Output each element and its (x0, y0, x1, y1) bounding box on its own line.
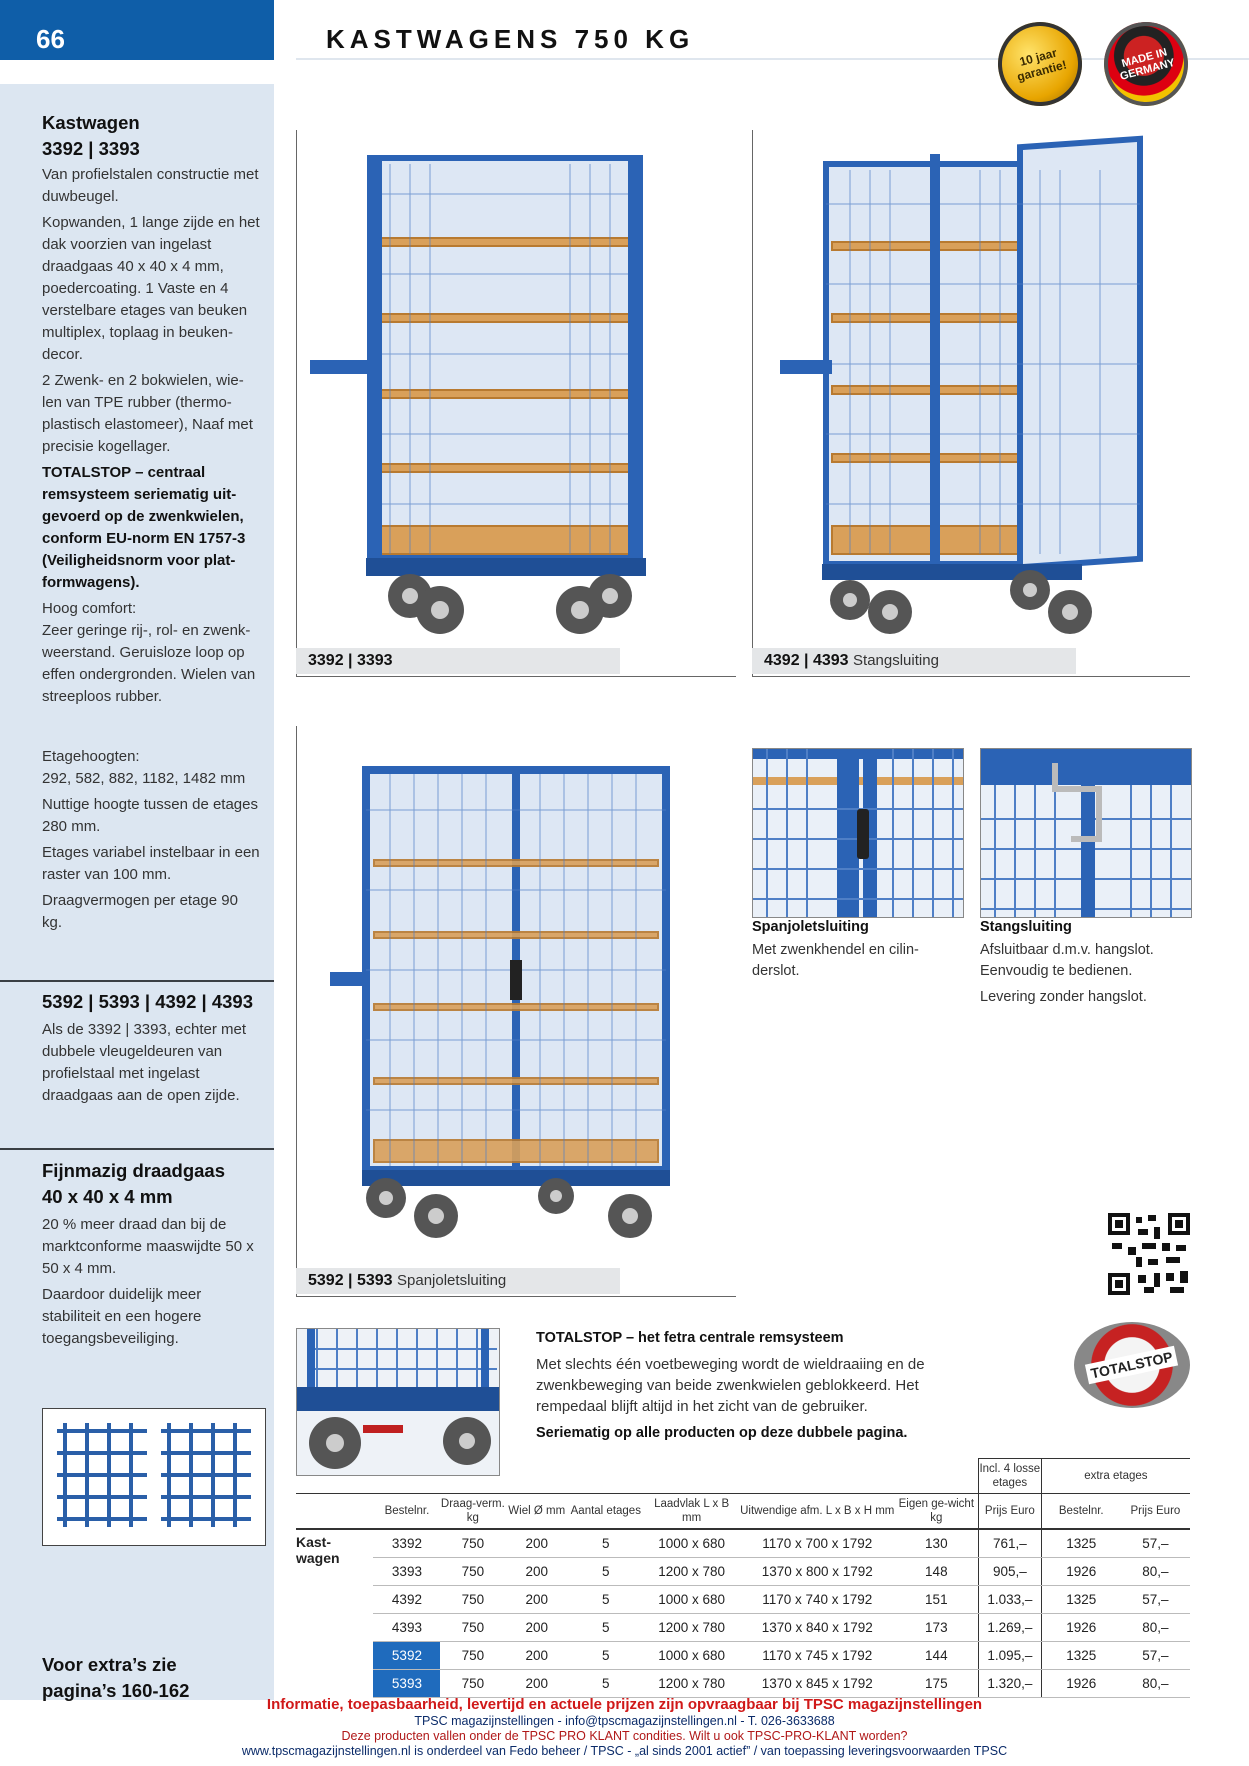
cell: 1370 x 840 x 1792 (740, 1614, 895, 1642)
cell: 5 (568, 1586, 643, 1614)
cell: 130 (895, 1529, 979, 1558)
table-header-row (296, 1494, 1190, 1530)
sidebar-divider (0, 980, 274, 982)
wheel-brake-illustration (297, 1329, 499, 1475)
cell: 200 (505, 1642, 568, 1670)
totalstop-title: TOTALSTOP – het fetra centrale remsysteem (536, 1330, 844, 1346)
paragraph: 20 % meer draad dan bij de marktconforme maaswijdte 50 x 50 x 4 mm. (42, 1216, 254, 1277)
cell: 1200 x 780 (643, 1558, 739, 1586)
detail-note: Levering zonder hangslot. (980, 989, 1147, 1005)
col-header: Prijs Euro (978, 1494, 1041, 1530)
cell: 1926 (1041, 1670, 1121, 1698)
cell: 750 (440, 1670, 505, 1698)
cell: 175 (895, 1670, 979, 1698)
cell: 200 (505, 1586, 568, 1614)
photo-caption-5392 (296, 1268, 620, 1294)
paragraph-label: Hoog comfort: (42, 600, 137, 617)
cell-order-no-highlighted: 5393 (373, 1670, 440, 1698)
cell: 5 (568, 1614, 643, 1642)
cell-price: 1.269,– (978, 1614, 1041, 1642)
col-header: Draag-verm. kg (440, 1494, 505, 1530)
cell: 750 (440, 1642, 505, 1670)
spanjolet-lock-illustration (753, 749, 963, 917)
page-title: KASTWAGENS 750 KG (326, 24, 695, 54)
cell: 5 (568, 1558, 643, 1586)
section-title: 5392 | 5393 | 4392 | 4393 (42, 991, 253, 1012)
caption-subtitle: Spanjoletsluiting (397, 1272, 507, 1289)
product-photo-3392 (310, 134, 710, 644)
caption-underline (752, 676, 1190, 677)
cell: 750 (440, 1586, 505, 1614)
paragraph-label: Etagehoogten: (42, 748, 140, 765)
cell-order-no-highlighted: 5392 (373, 1642, 440, 1670)
detail-title: Stangsluiting (980, 919, 1072, 935)
photo-frame-line (296, 726, 297, 1296)
cell-price: 905,– (978, 1558, 1041, 1586)
cell: 200 (505, 1670, 568, 1698)
price-table (296, 1458, 1190, 1698)
cell: 1370 x 800 x 1792 (740, 1558, 895, 1586)
totalstop-text (536, 1330, 986, 1441)
cell: 750 (440, 1614, 505, 1642)
totalstop-logo (1074, 1322, 1190, 1408)
footer (0, 1696, 1249, 1766)
table-row (296, 1642, 1190, 1670)
caption-subtitle: Stangsluiting (853, 652, 939, 669)
totalstop-description: Met slechts één voetbeweging wordt de wieldraaiing en de zwenkbeweging van beide zwenkwielen geblokkeerd. Het rempedaal blijft altijd in het zicht van de gebruiker. (536, 1356, 925, 1415)
footer-line-contact[interactable]: TPSC magazijnstellingen - info@tpscmagazijnstellingen.nl - T. 026-3633688 (414, 1714, 835, 1728)
photo-caption-4392 (752, 648, 1076, 674)
caption-number: 5392 | 5393 (308, 1272, 393, 1289)
cell-price: 57,– (1121, 1529, 1190, 1558)
col-header: Bestelnr. (1041, 1494, 1121, 1530)
wire-mesh-illustration (43, 1409, 265, 1545)
cell: 750 (440, 1529, 505, 1558)
col-header: Wiel Ø mm (505, 1494, 568, 1530)
made-in-germany-badge: MADE IN GERMANY (1095, 13, 1198, 116)
table-group-header (296, 1459, 1190, 1494)
qr-code[interactable] (1108, 1213, 1190, 1295)
stang-lock-illustration (981, 749, 1191, 917)
detail-photo-stang (980, 748, 1192, 918)
cell: 1000 x 680 (643, 1529, 739, 1558)
section-subtitle: 3392 | 3393 (42, 138, 140, 159)
cell: 5 (568, 1529, 643, 1558)
caption-underline (296, 676, 736, 677)
cell-price: 1.095,– (978, 1642, 1041, 1670)
footer-line-pro: Deze producten vallen onder de TPSC PRO KLANT condities. Wilt u ook TPSC-PRO-KLANT worden? (341, 1729, 908, 1743)
cell: 1325 (1041, 1586, 1121, 1614)
qr-code-icon (1108, 1213, 1190, 1295)
col-header: Bestelnr. (373, 1494, 440, 1530)
cell-order-no: 4392 (373, 1586, 440, 1614)
col-header: Prijs Euro (1121, 1494, 1190, 1530)
section-subtitle: pagina’s 160-162 (42, 1680, 190, 1701)
paragraph: Van profielstalen constructie met duwbeugel. (42, 166, 259, 205)
cell-order-no: 3393 (373, 1558, 440, 1586)
caption-number: 3392 | 3393 (308, 652, 393, 669)
paragraph: 292, 582, 882, 1182, 1482 mm (42, 770, 246, 787)
page-number: 66 (0, 0, 274, 60)
cell: 1926 (1041, 1558, 1121, 1586)
sidebar-section-variants (42, 989, 262, 1111)
cell: 151 (895, 1586, 979, 1614)
table-row (296, 1558, 1190, 1586)
product-photo-5392 (330, 760, 700, 1260)
group-extra-header: extra etages (1041, 1459, 1190, 1494)
cell: 1926 (1041, 1614, 1121, 1642)
group-incl-header: Incl. 4 losse etages (978, 1459, 1041, 1494)
footer-line-website[interactable]: www.tpscmagazijnstellingen.nl is onderdeel van Fedo beheer / TPSC - „al sinds 2001 actief” / van toepassing leveringsvoorwaarden TPSC (241, 1744, 1008, 1758)
cell: 1170 x 700 x 1792 (740, 1529, 895, 1558)
paragraph: 2 Zwenk- en 2 bokwielen, wie-len van TPE rubber (thermo-plastisch elastomeer), Naaf met precisie kogellager. (42, 372, 253, 455)
cell-order-no: 3392 (373, 1529, 440, 1558)
totalstop-note: Seriematig op alle producten op deze dubbele pagina. (536, 1425, 908, 1441)
paragraph: Draagvermogen per etage 90 kg. (42, 892, 238, 931)
paragraph: Etages variabel instelbaar in een raster van 100 mm. (42, 844, 260, 883)
cell: 148 (895, 1558, 979, 1586)
cell: 1325 (1041, 1642, 1121, 1670)
logo-text: TOTALSTOP (1085, 1346, 1178, 1385)
col-header: Eigen ge-wicht kg (895, 1494, 979, 1530)
product-photo-4392 (780, 134, 1190, 644)
cell: 1200 x 780 (643, 1670, 739, 1698)
cell-price: 1.033,– (978, 1586, 1041, 1614)
table-row (296, 1670, 1190, 1698)
totalstop-photo (296, 1328, 500, 1476)
photo-frame-line (752, 130, 753, 676)
footer-line-info: Informatie, toepasbaarheid, levertijd en actuele prijzen zijn opvraagbaar bij TPSC magazijnstellingen (266, 1696, 983, 1713)
table-row (296, 1529, 1190, 1558)
cell-price: 57,– (1121, 1586, 1190, 1614)
cell: 1000 x 680 (643, 1642, 739, 1670)
section-title: Kastwagen (42, 112, 140, 133)
caption-number: 4392 | 4393 (764, 652, 849, 669)
col-header: Aantal etages (568, 1494, 643, 1530)
cell-price: 57,– (1121, 1642, 1190, 1670)
cell: 5 (568, 1670, 643, 1698)
col-header: Laadvlak L x B mm (643, 1494, 739, 1530)
cart-illustration (310, 134, 710, 644)
cell: 5 (568, 1642, 643, 1670)
table-row (296, 1586, 1190, 1614)
cell: 200 (505, 1529, 568, 1558)
sidebar-section-draadgaas (42, 1158, 262, 1354)
detail-title: Spanjoletsluiting (752, 919, 869, 935)
paragraph: Zeer geringe rij-, rol- en zwenk-weerstand. Geruisloze loop op effen ondergronden. Wielen van streeploos rubber. (42, 622, 256, 705)
cell: 1200 x 780 (643, 1614, 739, 1642)
cell: 200 (505, 1614, 568, 1642)
detail-stang-text (980, 919, 1190, 1008)
cell: 173 (895, 1614, 979, 1642)
cell: 1325 (1041, 1529, 1121, 1558)
detail-photo-spanjolet (752, 748, 964, 918)
mesh-detail-image (42, 1408, 266, 1546)
cell-price: 761,– (978, 1529, 1041, 1558)
cart-illustration (330, 760, 700, 1260)
cell: 750 (440, 1558, 505, 1586)
section-subtitle: 40 x 40 x 4 mm (42, 1186, 173, 1207)
cell: 1170 x 745 x 1792 (740, 1642, 895, 1670)
paragraph: Als de 3392 | 3393, echter met dubbele vleugeldeuren van profielstaal met ingelast draadgaas aan de open zijde. (42, 1021, 247, 1104)
sidebar-section-kastwagen (42, 110, 262, 712)
cell-order-no: 4393 (373, 1614, 440, 1642)
detail-description: Met zwenkhendel en cilin-derslot. (752, 942, 919, 979)
table-row (296, 1614, 1190, 1642)
detail-description: Afsluitbaar d.m.v. hangslot. Eenvoudig te bedienen. (980, 942, 1154, 979)
paragraph: Kopwanden, 1 lange zijde en het dak voorzien van ingelast draadgaas 40 x 40 x 4 mm, poedercoating. 1 Vaste en 4 verstelbare etages van beuken multiplex, toplaag in beuken-decor. (42, 214, 260, 363)
cart-illustration (780, 134, 1190, 644)
col-header: Uitwendige afm. L x B x H mm (740, 1494, 895, 1530)
detail-spanjolet-text (752, 919, 962, 982)
row-group-label: Kast-wagen (296, 1534, 340, 1566)
photo-caption-3392 (296, 648, 620, 674)
section-title: Voor extra’s zie (42, 1654, 177, 1675)
cell-price: 80,– (1121, 1614, 1190, 1642)
cell-price: 1.320,– (978, 1670, 1041, 1698)
sidebar-divider (0, 1148, 274, 1150)
cell: 1170 x 740 x 1792 (740, 1586, 895, 1614)
caption-underline (296, 1296, 736, 1297)
cell: 144 (895, 1642, 979, 1670)
cell-price: 80,– (1121, 1670, 1190, 1698)
paragraph: Nuttige hoogte tussen de etages 280 mm. (42, 796, 258, 835)
cell: 1000 x 680 (643, 1586, 739, 1614)
cell: 200 (505, 1558, 568, 1586)
sidebar-section-etages (42, 746, 262, 938)
paragraph: Daardoor duidelijk meer stabiliteit en een hogere toegangsbeveiliging. (42, 1286, 202, 1347)
cell-price: 80,– (1121, 1558, 1190, 1586)
warranty-badge: 10 jaar garantie! (989, 13, 1092, 116)
section-title: Fijnmazig draadgaas (42, 1160, 225, 1181)
totalstop-paragraph: TOTALSTOP – centraal remsysteem seriematig uit-gevoerd op de zwenkwielen, conform EU-norm EN 1757-3 (Veiligheidsnorm voor plat-formwagens). (42, 464, 246, 591)
photo-frame-line (296, 130, 297, 676)
cell: 1370 x 845 x 1792 (740, 1670, 895, 1698)
